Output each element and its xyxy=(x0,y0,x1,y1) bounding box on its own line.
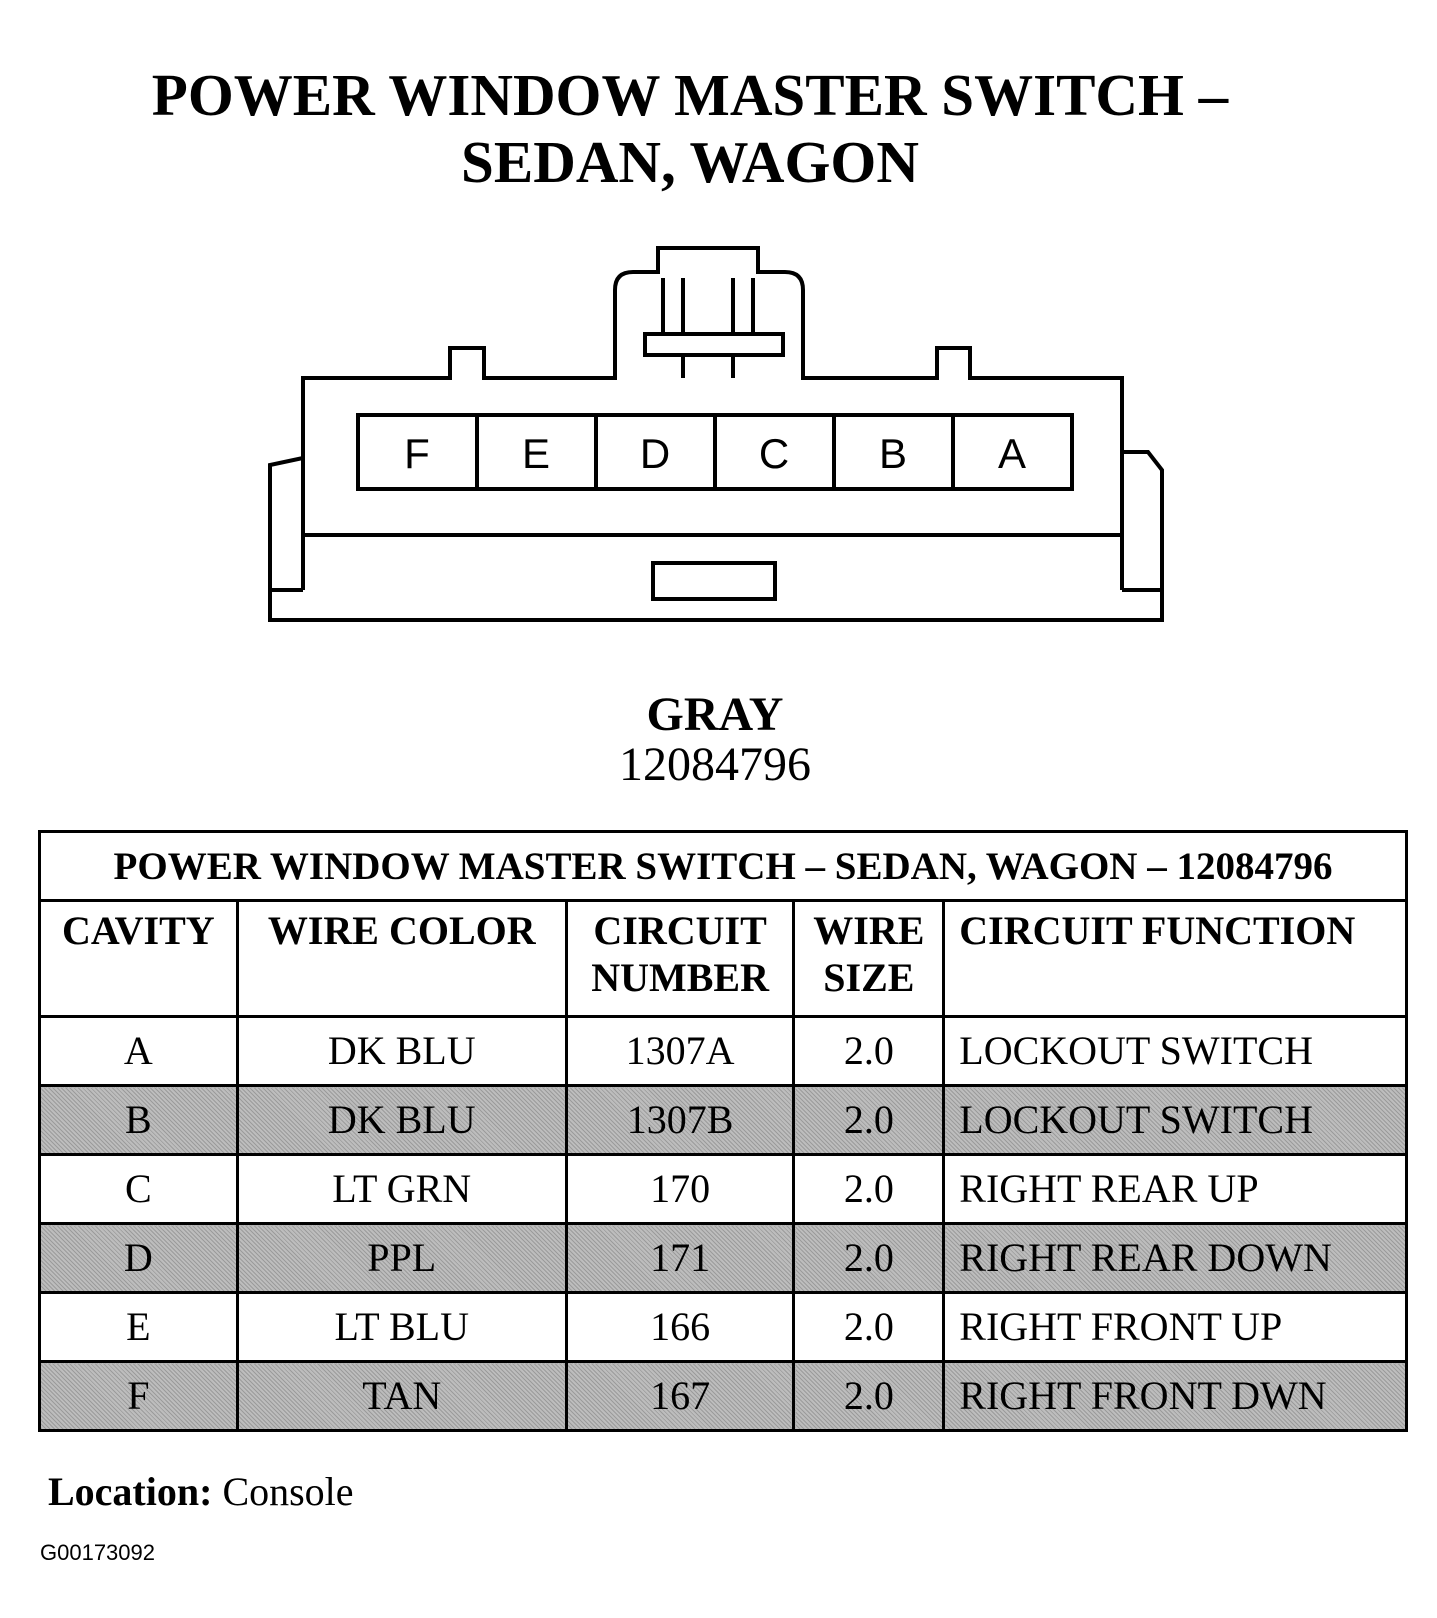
table-header-row xyxy=(40,901,1407,1017)
cavity-label-c: C xyxy=(758,430,790,477)
cell-wire-color: LT GRN xyxy=(237,1155,566,1224)
cell-circuit-number: 167 xyxy=(566,1362,794,1431)
cell-circuit-function: LOCKOUT SWITCH xyxy=(944,1017,1407,1086)
cell-circuit-number: 171 xyxy=(566,1224,794,1293)
latch-outline xyxy=(645,278,783,378)
title-line-2: SEDAN, WAGON xyxy=(461,129,919,195)
location-note xyxy=(48,1468,354,1515)
header-cavity: CAVITY xyxy=(40,901,238,1017)
cell-wire-size: 2.0 xyxy=(794,1224,944,1293)
cell-wire-size: 2.0 xyxy=(794,1017,944,1086)
header-wire-color: WIRE COLOR xyxy=(237,901,566,1017)
cell-wire-color: PPL xyxy=(237,1224,566,1293)
cell-circuit-function: RIGHT FRONT UP xyxy=(944,1293,1407,1362)
connector-face-drawing xyxy=(0,0,1437,640)
table-row xyxy=(40,1362,1407,1431)
header-wire-size xyxy=(794,901,944,1017)
table-row xyxy=(40,1017,1407,1086)
cell-circuit-function: LOCKOUT SWITCH xyxy=(944,1086,1407,1155)
cell-cavity: E xyxy=(40,1293,238,1362)
table-row xyxy=(40,1224,1407,1293)
cell-wire-size: 2.0 xyxy=(794,1086,944,1155)
connector-color: GRAY xyxy=(646,688,784,741)
connector-identification xyxy=(0,690,1430,790)
cell-circuit-function: RIGHT REAR UP xyxy=(944,1155,1407,1224)
cell-cavity: A xyxy=(40,1017,238,1086)
table-caption: POWER WINDOW MASTER SWITCH – SEDAN, WAGON – 12084796 xyxy=(40,832,1407,901)
cell-cavity: C xyxy=(40,1155,238,1224)
header-wire-size-line-2: SIZE xyxy=(823,955,915,1000)
cell-circuit-number: 170 xyxy=(566,1155,794,1224)
cell-cavity: B xyxy=(40,1086,238,1155)
cell-circuit-function: RIGHT FRONT DWN xyxy=(944,1362,1407,1431)
cell-wire-size: 2.0 xyxy=(794,1362,944,1431)
header-wire-size-line-1: WIRE xyxy=(813,908,925,953)
table-row xyxy=(40,1293,1407,1362)
cavity-label-a: A xyxy=(997,430,1027,477)
cell-circuit-number: 166 xyxy=(566,1293,794,1362)
cavity-label-b: B xyxy=(878,430,908,477)
cavity-label-e: E xyxy=(521,430,551,477)
connector-part-number: 12084796 xyxy=(619,738,811,791)
header-circuit-number-line-2: NUMBER xyxy=(591,955,769,1000)
cell-wire-size: 2.0 xyxy=(794,1155,944,1224)
cell-wire-color: LT BLU xyxy=(237,1293,566,1362)
cell-wire-color: DK BLU xyxy=(237,1017,566,1086)
location-label: Location: xyxy=(48,1469,213,1514)
table-row xyxy=(40,1155,1407,1224)
cavity-label-f: F xyxy=(404,430,430,477)
cell-wire-size: 2.0 xyxy=(794,1293,944,1362)
cell-cavity: F xyxy=(40,1362,238,1431)
table-caption-row xyxy=(40,832,1407,901)
figure-code: G00173092 xyxy=(40,1540,155,1565)
header-circuit-number xyxy=(566,901,794,1017)
cell-cavity: D xyxy=(40,1224,238,1293)
header-circuit-function: CIRCUIT FUNCTION xyxy=(944,901,1407,1017)
cell-wire-color: TAN xyxy=(237,1362,566,1431)
cell-wire-color: DK BLU xyxy=(237,1086,566,1155)
table-row xyxy=(40,1086,1407,1155)
cell-circuit-function: RIGHT REAR DOWN xyxy=(944,1224,1407,1293)
cell-circuit-number: 1307A xyxy=(566,1017,794,1086)
location-value: Console xyxy=(222,1469,354,1514)
pinout-table xyxy=(38,830,1408,1432)
cell-circuit-number: 1307B xyxy=(566,1086,794,1155)
key-slot xyxy=(653,563,775,599)
title-line-1: POWER WINDOW MASTER SWITCH – xyxy=(151,62,1229,128)
header-circuit-number-line-1: CIRCUIT xyxy=(593,908,767,953)
cavity-label-d: D xyxy=(639,430,671,477)
